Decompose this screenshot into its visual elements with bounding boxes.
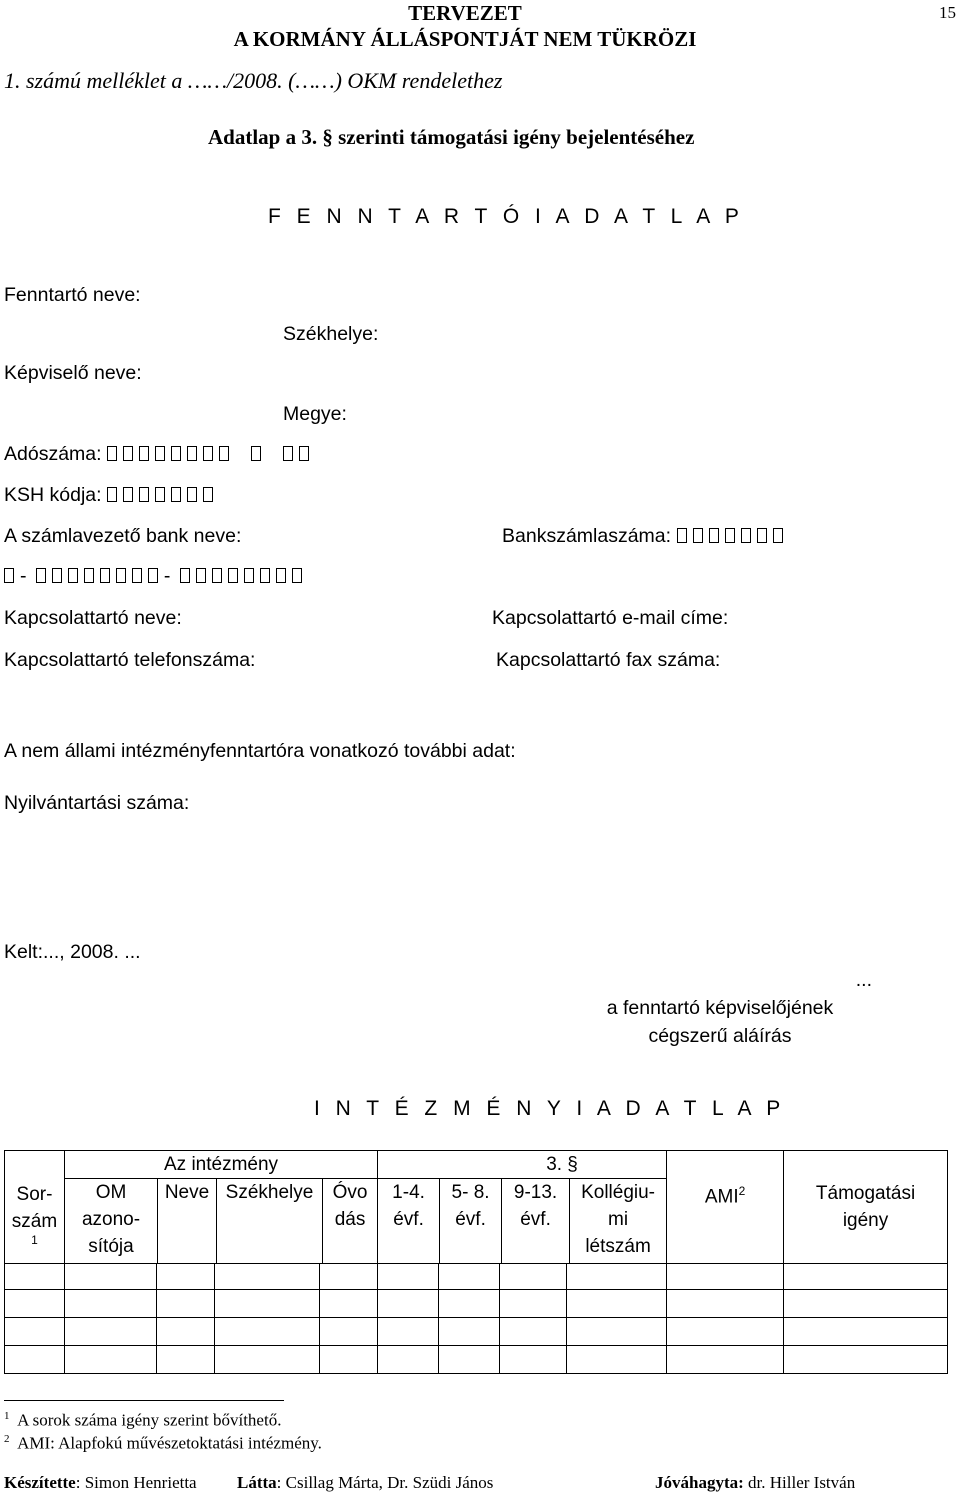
bankszamla-continuation-row xyxy=(4,565,308,588)
digit-box[interactable] xyxy=(276,568,286,583)
digit-box[interactable] xyxy=(725,528,735,543)
digit-box[interactable] xyxy=(4,568,14,583)
digit-box[interactable] xyxy=(116,568,126,583)
table-row[interactable] xyxy=(5,1346,948,1374)
digit-box[interactable] xyxy=(68,568,78,583)
digit-box[interactable] xyxy=(84,568,94,583)
field-label-kapcsolattarto-email: Kapcsolattartó e-mail címe: xyxy=(492,607,729,629)
table-cell[interactable] xyxy=(500,1346,567,1374)
table-cell[interactable] xyxy=(784,1346,948,1374)
field-label-szekhelye: Székhelye: xyxy=(283,323,379,345)
field-label-bankszamlaszama: Bankszámlaszáma: xyxy=(502,525,672,547)
section-title-fenntartoi: F E N N T A R T Ó I A D A T L A P xyxy=(268,205,744,228)
col-header-5-8-evf: 5- 8. évf. xyxy=(440,1179,502,1263)
table-cell[interactable] xyxy=(378,1290,439,1318)
table-cell[interactable] xyxy=(378,1318,439,1346)
footnote-separator xyxy=(4,1400,284,1401)
signature-dots: ... xyxy=(855,969,872,991)
page-number: 15 xyxy=(939,3,956,22)
digit-box[interactable] xyxy=(228,568,238,583)
table-cell[interactable] xyxy=(5,1264,65,1290)
field-label-ksh-kodja: KSH kódja: xyxy=(4,484,102,506)
table-cell[interactable] xyxy=(439,1346,500,1374)
digit-box[interactable] xyxy=(299,446,309,461)
table-cell[interactable] xyxy=(500,1264,567,1290)
credits-latta: Látta: Csillag Márta, Dr. Szüdi János xyxy=(237,1473,494,1492)
digit-box[interactable] xyxy=(757,528,767,543)
digit-box[interactable] xyxy=(139,487,149,502)
table-cell[interactable] xyxy=(567,1264,667,1290)
field-label-kapcsolattarto-neve: Kapcsolattartó neve: xyxy=(4,607,182,629)
col-header-1-4-evf: 1-4. évf. xyxy=(378,1179,440,1263)
digit-box[interactable] xyxy=(260,568,270,583)
digit-box[interactable] xyxy=(203,446,213,461)
digit-box[interactable] xyxy=(52,568,62,583)
table-cell[interactable] xyxy=(667,1264,784,1290)
table-cell[interactable] xyxy=(567,1318,667,1346)
table-cell[interactable] xyxy=(378,1264,439,1290)
col-header-tamogatasi-igeny: Támogatási igény xyxy=(784,1151,948,1264)
table-cell[interactable] xyxy=(784,1318,948,1346)
digit-box[interactable] xyxy=(187,487,197,502)
ksh-row xyxy=(4,484,219,507)
header-disclaimer: A KORMÁNY ÁLLÁSPONTJÁT NEM TÜKRÖZI xyxy=(233,27,697,51)
digit-box[interactable] xyxy=(139,446,149,461)
credits-jovahagyta: Jóváhagyta: dr. Hiller István xyxy=(655,1473,856,1492)
digit-box[interactable] xyxy=(100,568,110,583)
annex-reference: 1. számú melléklet a ……/2008. (……) OKM rendelethez xyxy=(4,68,503,93)
digit-box[interactable] xyxy=(107,487,117,502)
table-cell[interactable] xyxy=(157,1346,215,1374)
signature-label-2: cégszerű aláírás xyxy=(648,1025,792,1047)
digit-box[interactable] xyxy=(212,568,222,583)
table-row[interactable] xyxy=(5,1318,948,1346)
table-cell[interactable] xyxy=(215,1346,320,1374)
signature-block xyxy=(560,966,880,1050)
digit-box[interactable] xyxy=(132,568,142,583)
field-label-kapcsolattarto-telefon: Kapcsolattartó telefonszáma: xyxy=(4,649,256,671)
digit-box[interactable] xyxy=(741,528,751,543)
col-header-ami: AMI$^2$ xyxy=(667,1151,784,1264)
table-cell[interactable] xyxy=(784,1290,948,1318)
credits-keszitette: Készítette: Simon Henrietta xyxy=(4,1473,197,1492)
field-label-nyilvantartasi: Nyilvántartási száma: xyxy=(4,792,190,814)
col-header-9-13-evf: 9-13. évf. xyxy=(502,1179,570,1263)
table-cell[interactable] xyxy=(65,1318,157,1346)
institution-table xyxy=(4,1150,948,1374)
field-label-kepviselo-neve: Képviselő neve: xyxy=(4,362,142,384)
digit-box[interactable] xyxy=(187,446,197,461)
table-row[interactable] xyxy=(5,1290,948,1318)
col-group-3-paragraf xyxy=(378,1151,667,1264)
table-cell[interactable] xyxy=(65,1346,157,1374)
bankszamla-row xyxy=(502,525,789,548)
col-header-neve: Neve xyxy=(158,1179,217,1263)
digit-box[interactable] xyxy=(251,446,261,461)
group-label-3-paragraf: 3. § xyxy=(546,1154,578,1175)
table-cell[interactable] xyxy=(157,1290,215,1318)
digit-box[interactable] xyxy=(709,528,719,543)
header-draft-label: TERVEZET xyxy=(408,1,522,25)
form-subtitle: Adatlap a 3. § szerinti támogatási igény bejelentéséhez xyxy=(208,125,695,149)
table-cell[interactable] xyxy=(157,1318,215,1346)
footnote-1: $^1$ A sorok száma igény szerint bővíthető. xyxy=(4,1410,282,1430)
table-cell[interactable] xyxy=(320,1290,378,1318)
table-cell[interactable] xyxy=(667,1346,784,1374)
digit-box[interactable] xyxy=(155,487,165,502)
table-cell[interactable] xyxy=(567,1346,667,1374)
digit-box[interactable] xyxy=(148,568,158,583)
kelt-date-line: Kelt:..., 2008. ... xyxy=(4,941,141,963)
digit-box[interactable] xyxy=(773,528,783,543)
digit-box[interactable] xyxy=(196,568,206,583)
field-label-nem-allami: A nem állami intézményfenntartóra vonatkozó további adat: xyxy=(4,740,516,762)
group-label-intezmeny: Az intézmény xyxy=(164,1154,279,1175)
table-cell[interactable] xyxy=(667,1318,784,1346)
table-cell[interactable] xyxy=(5,1290,65,1318)
table-cell[interactable] xyxy=(320,1318,378,1346)
separator-dash: - xyxy=(20,565,27,587)
field-label-adoszama: Adószáma: xyxy=(4,443,102,465)
digit-box[interactable] xyxy=(244,568,254,583)
table-row[interactable] xyxy=(5,1264,948,1290)
field-label-kapcsolattarto-fax: Kapcsolattartó fax száma: xyxy=(496,649,721,671)
field-label-fenntarto-neve: Fenntartó neve: xyxy=(4,284,141,306)
section-title-intezmenyi: I N T É Z M É N Y I A D A T L A P xyxy=(314,1097,786,1120)
col-header-kollegiumi-letszam: Kollégiu- mi létszám xyxy=(581,1182,656,1257)
digit-box[interactable] xyxy=(123,487,133,502)
table-cell[interactable] xyxy=(320,1346,378,1374)
digit-box[interactable] xyxy=(219,446,229,461)
adoszam-row xyxy=(4,443,315,466)
separator-dash: - xyxy=(163,565,171,587)
ksh-boxes[interactable] xyxy=(107,484,219,506)
table-cell[interactable] xyxy=(500,1290,567,1318)
table-cell[interactable] xyxy=(567,1290,667,1318)
table-cell[interactable] xyxy=(320,1264,378,1290)
digit-box[interactable] xyxy=(292,568,302,583)
digit-box[interactable] xyxy=(693,528,703,543)
signature-label-1: a fenntartó képviselőjének xyxy=(606,997,834,1019)
table-cell[interactable] xyxy=(215,1318,320,1346)
digit-box[interactable] xyxy=(171,487,181,502)
digit-box[interactable] xyxy=(171,446,181,461)
digit-box[interactable] xyxy=(123,446,133,461)
table-cell[interactable] xyxy=(439,1264,500,1290)
table-cell[interactable] xyxy=(65,1290,157,1318)
digit-box[interactable] xyxy=(180,568,190,583)
adoszam-boxes[interactable] xyxy=(107,443,315,465)
table-cell[interactable] xyxy=(784,1264,948,1290)
table-cell[interactable] xyxy=(500,1318,567,1346)
col-header-ovoda: Óvo dás xyxy=(332,1182,368,1230)
table-cell[interactable] xyxy=(215,1290,320,1318)
table-cell[interactable] xyxy=(439,1318,500,1346)
digit-box[interactable] xyxy=(36,568,46,583)
table-cell[interactable] xyxy=(5,1318,65,1346)
table-cell[interactable] xyxy=(157,1264,215,1290)
table-header-row xyxy=(5,1151,948,1264)
digit-box[interactable] xyxy=(283,446,293,461)
bankszamla-boxes-1[interactable] xyxy=(677,525,789,547)
table-cell[interactable] xyxy=(439,1290,500,1318)
table-cell[interactable] xyxy=(65,1264,157,1290)
field-label-megye: Megye: xyxy=(283,403,347,425)
table-cell[interactable] xyxy=(378,1346,439,1374)
field-label-bank-neve: A számlavezető bank neve: xyxy=(4,525,242,547)
table-cell[interactable] xyxy=(215,1264,320,1290)
col-header-szekhelye: Székhelye xyxy=(217,1179,323,1263)
footnote-2: $^2$ AMI: Alapfokú művészetoktatási intézmény. xyxy=(4,1433,322,1453)
col-group-intezmeny xyxy=(65,1151,378,1264)
digit-box[interactable] xyxy=(107,446,117,461)
digit-box[interactable] xyxy=(677,528,687,543)
table-cell[interactable] xyxy=(5,1346,65,1374)
col-header-sorszam: Sor- szám 1 xyxy=(5,1151,65,1264)
col-header-om: OM azono- sítója xyxy=(65,1179,158,1263)
digit-box[interactable] xyxy=(155,446,165,461)
digit-box[interactable] xyxy=(203,487,213,502)
table-cell[interactable] xyxy=(667,1290,784,1318)
